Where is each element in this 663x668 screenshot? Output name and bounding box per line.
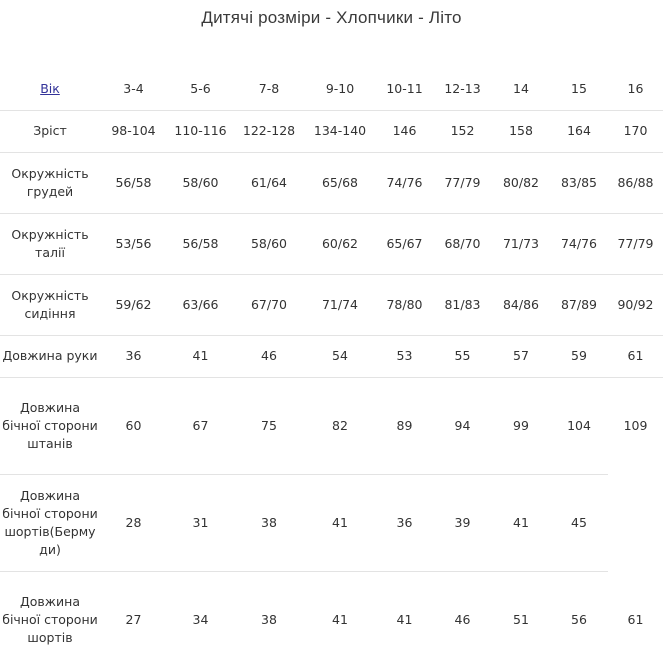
table-cell: 59/62 <box>100 274 167 335</box>
age-cell: 10-11 <box>386 80 423 96</box>
table-cell: 27 <box>100 571 167 668</box>
table-cell: 46 <box>234 335 304 377</box>
table-cell: 80/82 <box>492 152 550 213</box>
table-row <box>0 377 663 474</box>
table-cell: 56 <box>550 571 608 668</box>
table-cell: 36 <box>376 474 433 571</box>
table-cell: 146 <box>376 110 433 152</box>
size-table <box>0 68 663 668</box>
table-cell: 60 <box>100 377 167 474</box>
table-cell: 109 <box>608 377 663 474</box>
table-cell: 122-128 <box>234 110 304 152</box>
table-cell: 54 <box>304 335 376 377</box>
table-row <box>0 571 663 668</box>
table-row <box>0 213 663 274</box>
table-cell: 78/80 <box>376 274 433 335</box>
row-label: Довжина бічної сторони шортів <box>0 571 100 668</box>
table-cell: 51 <box>492 571 550 668</box>
table-cell: 31 <box>167 474 234 571</box>
table-cell: 65/68 <box>304 152 376 213</box>
table-cell: 58/60 <box>167 152 234 213</box>
table-cell: 53 <box>376 335 433 377</box>
table-row <box>0 110 663 152</box>
age-link[interactable]: Вік <box>40 80 60 96</box>
age-cell: 12-13 <box>444 80 481 96</box>
table-cell: 34 <box>167 571 234 668</box>
table-cell: 41 <box>304 571 376 668</box>
table-cell: 46 <box>433 571 492 668</box>
table-cell: 41 <box>492 474 550 571</box>
row-label: Окружність грудей <box>0 152 100 213</box>
row-label: Зріст <box>0 110 100 152</box>
table-header-row <box>0 68 663 110</box>
table-cell: 89 <box>376 377 433 474</box>
table-cell: 77/79 <box>608 213 663 274</box>
table-cell: 71/74 <box>304 274 376 335</box>
table-cell: 38 <box>234 474 304 571</box>
row-label: Окружність талії <box>0 213 100 274</box>
table-cell: 94 <box>433 377 492 474</box>
table-cell: 71/73 <box>492 213 550 274</box>
table-cell: 55 <box>433 335 492 377</box>
table-cell: 61 <box>627 611 644 627</box>
row-label: Довжина руки <box>0 335 100 377</box>
table-cell: 75 <box>234 377 304 474</box>
page-title: Дитячі розміри - Хлопчики - Літо <box>201 8 462 27</box>
age-cell: 14 <box>513 80 529 96</box>
age-cell: 5-6 <box>190 80 211 96</box>
table-cell: 104 <box>550 377 608 474</box>
table-cell: 60/62 <box>304 213 376 274</box>
table-cell: 65/67 <box>376 213 433 274</box>
table-cell: 38 <box>234 571 304 668</box>
age-cell: 7-8 <box>258 80 280 96</box>
table-cell: 61 <box>608 335 663 377</box>
table-cell: 74/76 <box>550 213 608 274</box>
table-cell: 170 <box>608 110 663 152</box>
table-cell: 41 <box>304 474 376 571</box>
table-row <box>0 274 663 335</box>
age-header-cell[interactable] <box>0 68 100 110</box>
table-cell: 28 <box>100 474 167 571</box>
table-cell: 83/85 <box>550 152 608 213</box>
empty-cell <box>608 474 663 571</box>
table-cell: 61/64 <box>234 152 304 213</box>
table-cell: 45 <box>550 474 608 571</box>
table-cell: 56/58 <box>100 152 167 213</box>
row-label: Окружність сидіння <box>0 274 100 335</box>
age-cell: 16 <box>627 80 644 96</box>
table-cell: 81/83 <box>433 274 492 335</box>
table-cell: 41 <box>376 571 433 668</box>
table-cell: 39 <box>433 474 492 571</box>
table-cell: 68/70 <box>433 213 492 274</box>
table-cell: 99 <box>492 377 550 474</box>
table-cell: 57 <box>492 335 550 377</box>
row-label: Довжина бічної сторони шортів(Бермуди) <box>0 474 100 571</box>
table-cell: 98-104 <box>100 110 167 152</box>
table-cell: 134-140 <box>304 110 376 152</box>
table-cell: 164 <box>550 110 608 152</box>
table-cell: 67 <box>167 377 234 474</box>
age-cell: 9-10 <box>325 80 355 96</box>
table-cell: 41 <box>167 335 234 377</box>
age-cell: 15 <box>571 80 587 96</box>
table-cell: 63/66 <box>167 274 234 335</box>
table-cell: 86/88 <box>608 152 663 213</box>
table-cell: 152 <box>433 110 492 152</box>
table-cell: 59 <box>550 335 608 377</box>
table-cell: 87/89 <box>550 274 608 335</box>
table-cell: 36 <box>100 335 167 377</box>
table-cell: 67/70 <box>234 274 304 335</box>
table-cell: 74/76 <box>376 152 433 213</box>
age-cell: 3-4 <box>123 80 144 96</box>
table-cell: 53/56 <box>100 213 167 274</box>
table-cell: 90/92 <box>608 274 663 335</box>
table-cell: 158 <box>492 110 550 152</box>
table-row <box>0 335 663 377</box>
table-cell: 82 <box>304 377 376 474</box>
table-cell: 110-116 <box>167 110 234 152</box>
table-cell: 56/58 <box>167 213 234 274</box>
table-row <box>0 474 663 571</box>
table-cell: 77/79 <box>433 152 492 213</box>
table-row <box>0 152 663 213</box>
table-cell: 84/86 <box>492 274 550 335</box>
row-label: Довжина бічної сторони штанів <box>0 377 100 474</box>
table-cell: 58/60 <box>234 213 304 274</box>
